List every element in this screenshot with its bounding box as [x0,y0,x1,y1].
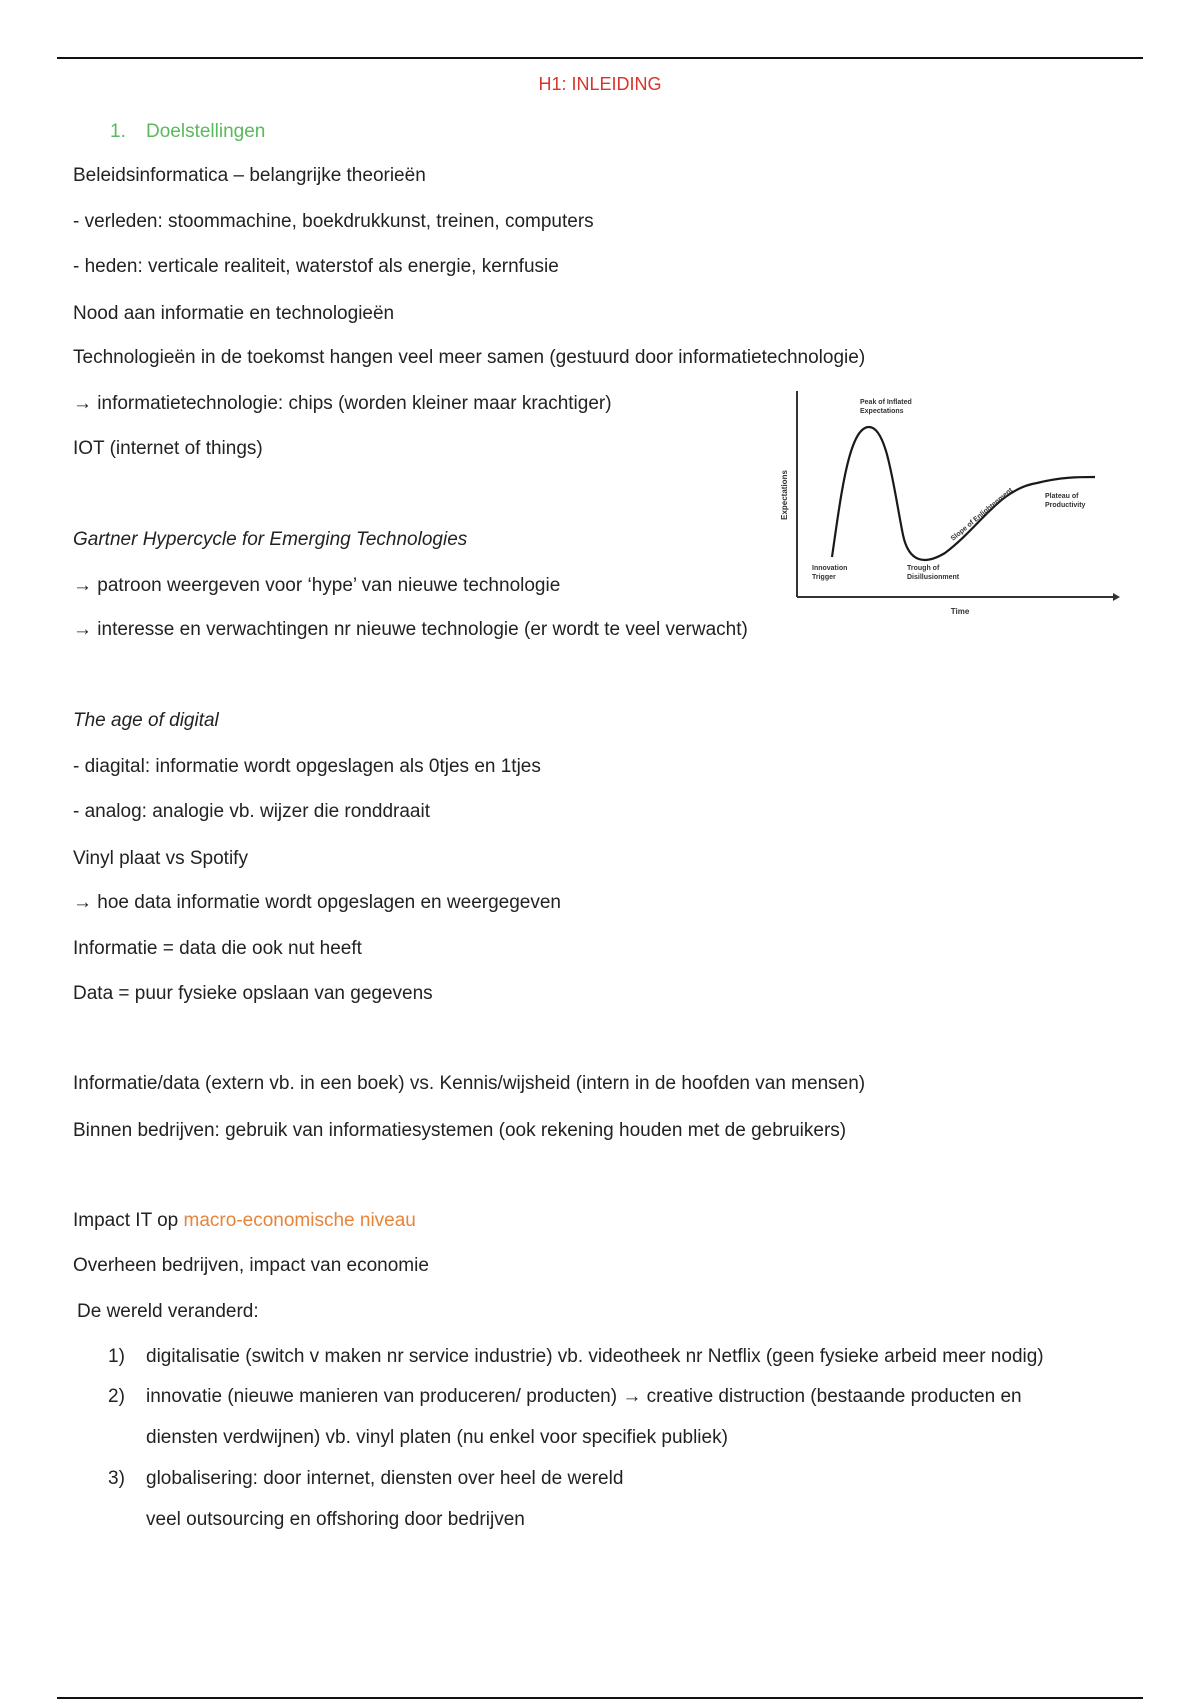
text-line: IOT (internet of things) [73,438,263,459]
text-line: - heden: verticale realiteit, waterstof als energie, kernfusie [73,256,559,277]
text-line: Data = puur fysieke opslaan van gegevens [73,983,433,1004]
subheading-digital: The age of digital [73,710,219,731]
impact-highlight: macro-economische niveau [183,1210,416,1231]
list-item: diensten verdwijnen) vb. vinyl platen (nu enkel voor specifiek publiek) [146,1427,728,1448]
section-title: Doelstellingen [146,121,266,142]
text-line: - analog: analogie vb. wijzer die ronddraait [73,801,430,822]
text-line: Binnen bedrijven: gebruik van informatiesystemen (ook rekening houden met de gebruikers) [73,1120,847,1141]
hype-peak-label-2: Expectations [860,408,904,415]
text-line: Vinyl plaat vs Spotify [73,848,248,869]
text-line: Overheen bedrijven, impact van economie [73,1255,429,1276]
text-line: - diagital: informatie wordt opgeslagen als 0tjes en 1tjes [73,756,541,777]
list-number: 3) [108,1468,125,1489]
text-line: → hoe data informatie wordt opgeslagen en weergegeven [73,892,561,913]
text-line: - verleden: stoommachine, boekdrukkunst, treinen, computers [73,211,594,232]
hype-xlabel: Time [950,607,970,616]
text-line-impact [73,1210,416,1232]
text-line: → interesse en verwachtingen nr nieuwe technologie (er wordt te veel verwacht) [73,619,748,640]
hype-trough-label-2: Disillusionment [907,574,960,581]
text-line: → patroon weergeven voor ‘hype’ van nieuwe technologie [73,575,561,596]
hype-plateau-label-2: Productivity [1045,502,1086,509]
hype-plateau-label-1: Plateau of [1045,493,1079,500]
x-axis-arrow [1113,593,1120,601]
impact-prefix: Impact IT op [73,1210,184,1231]
text-line: De wereld veranderd: [77,1301,259,1322]
hype-trough-label-1: Trough of [907,565,940,572]
list-item: digitalisatie (switch v maken nr service industrie) vb. videotheek nr Netflix (geen fysieke arbeid meer nodig) [146,1346,1044,1367]
hype-peak-label-1: Peak of Inflated [860,399,912,406]
text-line: → informatietechnologie: chips (worden kleiner maar krachtiger) [73,393,612,414]
list-item: innovatie (nieuwe manieren van produceren/ producten) → creative distruction (bestaande producten en [146,1386,1022,1407]
hype-trigger-label-2: Trigger [812,574,836,581]
text-line: Informatie = data die ook nut heeft [73,938,362,959]
list-item: globalisering: door internet, diensten over heel de wereld [146,1468,624,1489]
bottom-rule [57,1697,1143,1699]
hype-slope-label: Slope of Enlightenment [949,486,1015,543]
text-line: Informatie/data (extern vb. in een boek) vs. Kennis/wijsheid (intern in de hoofden van mensen) [73,1073,866,1094]
subheading-gartner: Gartner Hypercycle for Emerging Technologies [73,529,468,550]
list-number: 1) [108,1346,125,1367]
hype-trigger-label-1: Innovation [812,565,848,572]
list-item: veel outsourcing en offshoring door bedrijven [146,1509,525,1530]
hype-cycle-diagram [775,385,1120,625]
hype-ylabel: Expectations [780,470,789,520]
section-number: 1. [110,121,126,142]
list-number: 2) [108,1386,125,1407]
top-rule [57,57,1143,59]
page-title: H1: INLEIDING [538,74,662,94]
text-line: Nood aan informatie en technologieën [73,303,395,324]
text-line: Technologieën in de toekomst hangen veel meer samen (gestuurd door informatietechnologie) [73,347,866,368]
text-line: Beleidsinformatica – belangrijke theorieën [73,165,426,186]
